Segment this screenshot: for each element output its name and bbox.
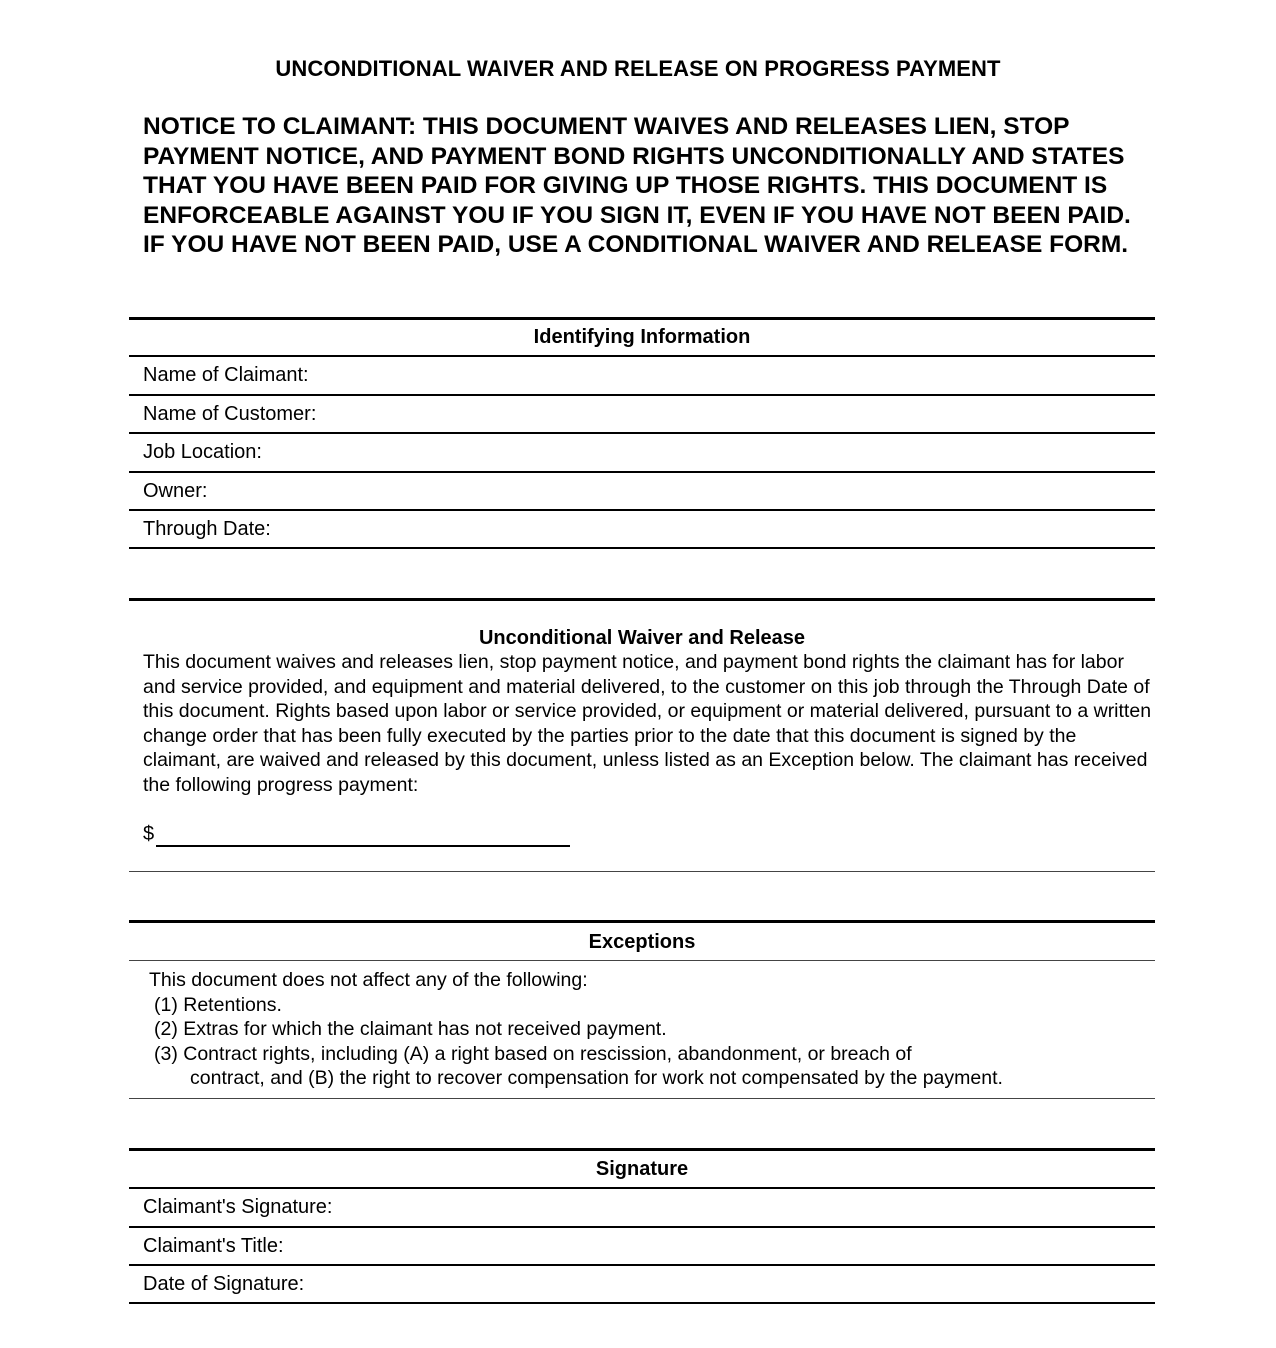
payment-amount-field[interactable] xyxy=(156,845,570,847)
notice-to-claimant: NOTICE TO CLAIMANT: THIS DOCUMENT WAIVES AND RELEASES LIEN, STOP PAYMENT NOTICE, AND PAYMENT BOND RIGHTS UNCONDITIONALLY AND STATES THAT YOU HAVE BEEN PAID FOR GIVING UP THOSE RIGHTS. THIS DOCUMENT IS ENFORCEABLE AGAINST YOU IF YOU SIGN IT, EVEN IF YOU HAVE NOT BEEN PAID. IF YOU HAVE NOT BEEN PAID, USE A CONDITIONAL WAIVER AND RELEASE FORM. xyxy=(143,113,1131,258)
exception-item: (2) Extras for which the claimant has not received payment. xyxy=(154,1018,667,1040)
exception-item-continuation: contract, and (B) the right to recover compensation for work not compensated by the payment. xyxy=(190,1067,1003,1089)
claimant-title-field[interactable]: Claimant's Title: xyxy=(143,1235,284,1257)
divider xyxy=(129,394,1155,396)
job-location-field[interactable]: Job Location: xyxy=(143,441,262,463)
exception-item: (3) Contract rights, including (A) a right based on rescission, abandonment, or breach of xyxy=(154,1043,912,1065)
divider xyxy=(129,920,1155,923)
divider xyxy=(129,1264,1155,1266)
divider xyxy=(129,432,1155,434)
exceptions-intro: This document does not affect any of the following: xyxy=(149,969,588,991)
divider xyxy=(129,509,1155,511)
claimant-signature-field[interactable]: Claimant's Signature: xyxy=(143,1196,333,1218)
exception-item: (1) Retentions. xyxy=(154,994,282,1016)
divider xyxy=(129,1098,1155,1099)
divider xyxy=(129,1148,1155,1151)
identifying-information-heading: Identifying Information xyxy=(533,326,751,348)
signature-heading: Signature xyxy=(595,1158,689,1180)
divider xyxy=(129,1187,1155,1189)
name-of-claimant-field[interactable]: Name of Claimant: xyxy=(143,364,309,386)
through-date-field[interactable]: Through Date: xyxy=(143,518,271,540)
divider xyxy=(129,471,1155,473)
name-of-customer-field[interactable]: Name of Customer: xyxy=(143,403,317,425)
divider xyxy=(129,355,1155,357)
divider xyxy=(129,1302,1155,1304)
owner-field[interactable]: Owner: xyxy=(143,480,208,502)
divider xyxy=(129,960,1155,961)
exceptions-heading: Exceptions xyxy=(588,931,696,953)
divider xyxy=(129,1226,1155,1228)
waiver-paragraph: This document waives and releases lien, stop payment notice, and payment bond rights the claimant has for labor and service provided, and equipment and material delivered, to the customer on this job through the Through Date of this document. Rights based upon labor or service provided, or equipment or material delivered, pursuant to a written change order that has been fully executed by the parties prior to the date that this document is signed by the claimant, are waived and released by this document, unless listed as an Exception below. The claimant has received the following progress payment: xyxy=(143,651,1152,796)
date-of-signature-field[interactable]: Date of Signature: xyxy=(143,1273,305,1295)
divider xyxy=(129,547,1155,549)
divider xyxy=(129,598,1155,601)
waiver-heading: Unconditional Waiver and Release xyxy=(478,627,805,649)
divider xyxy=(129,317,1155,320)
payment-amount-symbol: $ xyxy=(143,823,155,845)
waiver-body xyxy=(143,650,1153,797)
document-title: UNCONDITIONAL WAIVER AND RELEASE ON PROGRESS PAYMENT xyxy=(275,56,1001,81)
divider xyxy=(129,871,1155,872)
